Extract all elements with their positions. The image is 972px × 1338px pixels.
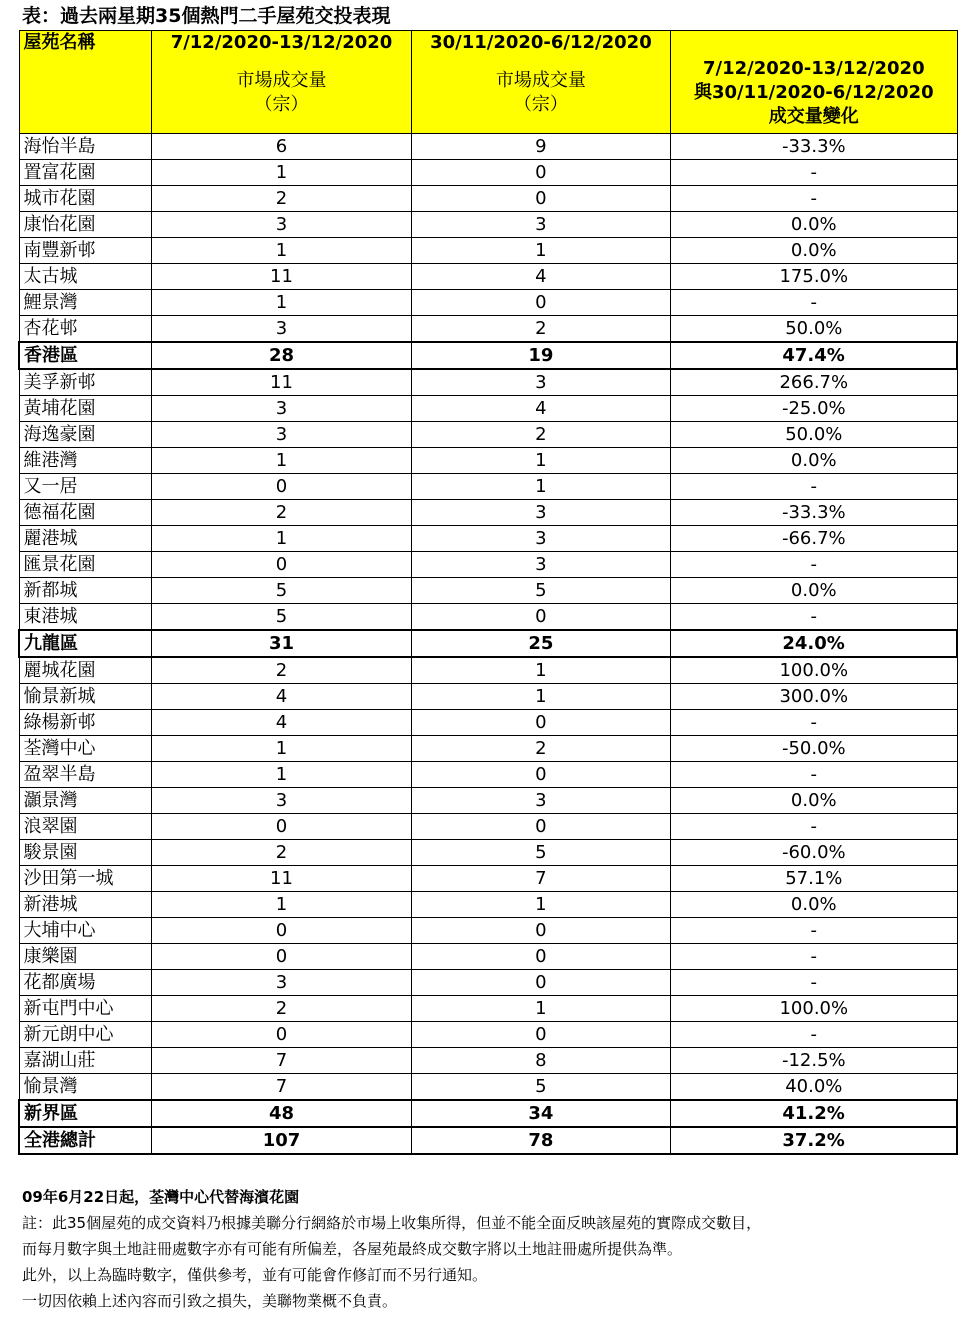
cell-volume-change: 100.0%	[671, 657, 957, 684]
cell-current-volume: 11	[152, 866, 411, 892]
cell-previous-volume: 3	[411, 500, 670, 526]
cell-previous-volume: 0	[411, 604, 670, 631]
cell-current-volume: 7	[152, 1048, 411, 1074]
cell-current-volume: 3	[152, 788, 411, 814]
table-row	[19, 814, 957, 840]
cell-previous-volume: 0	[411, 160, 670, 186]
cell-volume-change: -50.0%	[671, 736, 957, 762]
cell-estate-name: 沙田第一城	[19, 866, 152, 892]
cell-current-volume: 2	[152, 186, 411, 212]
table-title: 表：過去兩星期35個熱門二手屋苑交投表現	[22, 5, 391, 27]
cell-estate-name: 麗城花園	[19, 657, 152, 684]
cell-current-volume: 4	[152, 684, 411, 710]
cell-estate-name: 花都廣場	[19, 970, 152, 996]
cell-current-volume: 1	[152, 290, 411, 316]
cell-current-volume: 1	[152, 762, 411, 788]
header-change	[671, 31, 957, 134]
table-row-subtotal	[19, 630, 957, 657]
cell-estate-name: 東港城	[19, 604, 152, 631]
cell-previous-volume: 34	[411, 1100, 670, 1127]
header-col4-line2: 與30/11/2020-6/12/2020	[693, 82, 934, 103]
table-row	[19, 866, 957, 892]
cell-estate-name: 杏花邨	[19, 316, 152, 343]
header-previous-week	[411, 31, 670, 134]
cell-estate-name: 城市花園	[19, 186, 152, 212]
table-row	[19, 474, 957, 500]
cell-previous-volume: 3	[411, 369, 670, 396]
cell-current-volume: 0	[152, 474, 411, 500]
cell-previous-volume: 3	[411, 788, 670, 814]
cell-volume-change: 47.4%	[671, 342, 957, 369]
cell-volume-change: -60.0%	[671, 840, 957, 866]
cell-estate-name: 九龍區	[19, 630, 152, 657]
cell-volume-change: 24.0%	[671, 630, 957, 657]
cell-estate-name: 南豐新邨	[19, 238, 152, 264]
cell-current-volume: 48	[152, 1100, 411, 1127]
cell-volume-change: -66.7%	[671, 526, 957, 552]
cell-current-volume: 0	[152, 944, 411, 970]
cell-current-volume: 5	[152, 578, 411, 604]
cell-previous-volume: 2	[411, 422, 670, 448]
cell-estate-name: 康怡花園	[19, 212, 152, 238]
cell-estate-name: 浪翠園	[19, 814, 152, 840]
header-col2-unit: （宗）	[254, 94, 309, 115]
table-row	[19, 578, 957, 604]
cell-previous-volume: 1	[411, 996, 670, 1022]
header-col3-unit: （宗）	[513, 94, 568, 115]
cell-previous-volume: 3	[411, 526, 670, 552]
cell-estate-name: 新元朗中心	[19, 1022, 152, 1048]
table-row	[19, 134, 957, 160]
cell-estate-name: 黃埔花園	[19, 396, 152, 422]
table-row	[19, 944, 957, 970]
cell-previous-volume: 1	[411, 238, 670, 264]
table-row	[19, 996, 957, 1022]
note-line-2: 而每月數字與土地註冊處數字亦有可能有所偏差，各屋苑最終成交數字將以土地註冊處所提供為準。	[22, 1240, 683, 1258]
cell-previous-volume: 0	[411, 710, 670, 736]
cell-previous-volume: 8	[411, 1048, 670, 1074]
cell-volume-change: -	[671, 604, 957, 631]
cell-estate-name: 海怡半島	[19, 134, 152, 160]
table-row-subtotal	[19, 342, 957, 369]
table-row	[19, 762, 957, 788]
cell-estate-name: 美孚新邨	[19, 369, 152, 396]
cell-previous-volume: 5	[411, 578, 670, 604]
cell-previous-volume: 0	[411, 290, 670, 316]
cell-current-volume: 2	[152, 840, 411, 866]
cell-previous-volume: 2	[411, 316, 670, 343]
cell-estate-name: 德福花園	[19, 500, 152, 526]
cell-estate-name: 置富花園	[19, 160, 152, 186]
note-line-3: 此外，以上為臨時數字，僅供參考，並有可能會作修訂而不另行通知。	[22, 1266, 488, 1284]
cell-current-volume: 1	[152, 160, 411, 186]
cell-previous-volume: 4	[411, 396, 670, 422]
table-row	[19, 526, 957, 552]
cell-current-volume: 0	[152, 814, 411, 840]
cell-volume-change: 37.2%	[671, 1127, 957, 1154]
cell-volume-change: -	[671, 552, 957, 578]
cell-estate-name: 維港灣	[19, 448, 152, 474]
cell-current-volume: 2	[152, 500, 411, 526]
cell-previous-volume: 2	[411, 736, 670, 762]
transaction-table	[18, 30, 958, 1155]
cell-estate-name: 麗港城	[19, 526, 152, 552]
cell-volume-change: 0.0%	[671, 788, 957, 814]
cell-previous-volume: 3	[411, 212, 670, 238]
cell-current-volume: 3	[152, 316, 411, 343]
table-row	[19, 1048, 957, 1074]
cell-current-volume: 11	[152, 264, 411, 290]
cell-estate-name: 全港總計	[19, 1127, 152, 1154]
cell-previous-volume: 19	[411, 342, 670, 369]
header-col4-line1: 7/12/2020-13/12/2020	[702, 58, 925, 79]
cell-estate-name: 荃灣中心	[19, 736, 152, 762]
cell-volume-change: 0.0%	[671, 448, 957, 474]
cell-previous-volume: 0	[411, 1022, 670, 1048]
cell-estate-name: 新港城	[19, 892, 152, 918]
table-row	[19, 186, 957, 212]
header-col4-line3: 成交量變化	[768, 106, 859, 127]
cell-estate-name: 駿景園	[19, 840, 152, 866]
cell-previous-volume: 1	[411, 892, 670, 918]
header-col2-label: 市場成交量	[236, 70, 327, 91]
cell-volume-change: -	[671, 474, 957, 500]
cell-current-volume: 0	[152, 1022, 411, 1048]
table-row	[19, 422, 957, 448]
cell-volume-change: -	[671, 160, 957, 186]
cell-estate-name: 嘉湖山莊	[19, 1048, 152, 1074]
cell-current-volume: 107	[152, 1127, 411, 1154]
header-estate-name	[19, 31, 152, 134]
cell-volume-change: -	[671, 1022, 957, 1048]
cell-current-volume: 3	[152, 212, 411, 238]
table-row	[19, 840, 957, 866]
cell-previous-volume: 1	[411, 684, 670, 710]
table-row	[19, 1074, 957, 1101]
cell-volume-change: 50.0%	[671, 316, 957, 343]
cell-current-volume: 3	[152, 970, 411, 996]
cell-volume-change: 175.0%	[671, 264, 957, 290]
cell-previous-volume: 9	[411, 134, 670, 160]
cell-current-volume: 1	[152, 892, 411, 918]
cell-volume-change: 0.0%	[671, 212, 957, 238]
cell-current-volume: 31	[152, 630, 411, 657]
table-row	[19, 604, 957, 631]
cell-volume-change: 0.0%	[671, 238, 957, 264]
table-row	[19, 657, 957, 684]
table-row	[19, 892, 957, 918]
cell-previous-volume: 0	[411, 944, 670, 970]
table-row	[19, 316, 957, 343]
cell-estate-name: 灝景灣	[19, 788, 152, 814]
cell-current-volume: 1	[152, 448, 411, 474]
cell-volume-change: 300.0%	[671, 684, 957, 710]
cell-volume-change: -25.0%	[671, 396, 957, 422]
cell-previous-volume: 4	[411, 264, 670, 290]
cell-volume-change: -33.3%	[671, 134, 957, 160]
cell-previous-volume: 3	[411, 552, 670, 578]
cell-estate-name: 匯景花園	[19, 552, 152, 578]
cell-volume-change: 0.0%	[671, 578, 957, 604]
cell-current-volume: 3	[152, 396, 411, 422]
cell-previous-volume: 0	[411, 814, 670, 840]
note-line-1: 註：此35個屋苑的成交資料乃根據美聯分行網絡於市場上收集所得，但並不能全面反映該屋苑的實際成交數目，	[22, 1214, 762, 1232]
cell-current-volume: 0	[152, 918, 411, 944]
cell-current-volume: 28	[152, 342, 411, 369]
table-row	[19, 552, 957, 578]
table-row	[19, 710, 957, 736]
cell-volume-change: -	[671, 944, 957, 970]
cell-previous-volume: 1	[411, 657, 670, 684]
cell-previous-volume: 78	[411, 1127, 670, 1154]
table-row-subtotal	[19, 1100, 957, 1127]
cell-current-volume: 1	[152, 736, 411, 762]
cell-estate-name: 新屯門中心	[19, 996, 152, 1022]
note-line-4: 一切因依賴上述內容而引致之損失，美聯物業概不負責。	[22, 1292, 398, 1310]
cell-estate-name: 海逸豪園	[19, 422, 152, 448]
table-row	[19, 788, 957, 814]
table-row	[19, 684, 957, 710]
table-header	[19, 31, 957, 134]
cell-current-volume: 11	[152, 369, 411, 396]
cell-current-volume: 1	[152, 526, 411, 552]
cell-volume-change: -	[671, 710, 957, 736]
cell-volume-change: -12.5%	[671, 1048, 957, 1074]
cell-estate-name: 愉景新城	[19, 684, 152, 710]
cell-previous-volume: 1	[411, 448, 670, 474]
cell-previous-volume: 25	[411, 630, 670, 657]
cell-previous-volume: 5	[411, 1074, 670, 1101]
cell-volume-change: -	[671, 186, 957, 212]
table-row	[19, 290, 957, 316]
cell-current-volume: 5	[152, 604, 411, 631]
cell-estate-name: 大埔中心	[19, 918, 152, 944]
header-current-week	[152, 31, 411, 134]
table-row	[19, 970, 957, 996]
cell-volume-change: 57.1%	[671, 866, 957, 892]
cell-previous-volume: 1	[411, 474, 670, 500]
cell-volume-change: -	[671, 814, 957, 840]
header-col3-label: 市場成交量	[495, 70, 586, 91]
table-row	[19, 918, 957, 944]
cell-previous-volume: 5	[411, 840, 670, 866]
table-row	[19, 238, 957, 264]
cell-estate-name: 太古城	[19, 264, 152, 290]
cell-previous-volume: 0	[411, 970, 670, 996]
cell-volume-change: -	[671, 290, 957, 316]
cell-volume-change: -	[671, 970, 957, 996]
cell-estate-name: 綠楊新邨	[19, 710, 152, 736]
header-col2-period: 7/12/2020-13/12/2020	[170, 32, 393, 53]
cell-estate-name: 鯉景灣	[19, 290, 152, 316]
header-col1-label: 屋苑名稱	[23, 32, 96, 53]
cell-estate-name: 新界區	[19, 1100, 152, 1127]
cell-current-volume: 7	[152, 1074, 411, 1101]
cell-current-volume: 2	[152, 996, 411, 1022]
footnotes	[22, 1184, 761, 1314]
table-row	[19, 1022, 957, 1048]
cell-volume-change: 41.2%	[671, 1100, 957, 1127]
cell-volume-change: 40.0%	[671, 1074, 957, 1101]
table-row	[19, 160, 957, 186]
cell-current-volume: 0	[152, 552, 411, 578]
note-replacement: 09年6月22日起，荃灣中心代替海濱花園	[22, 1188, 300, 1206]
cell-previous-volume: 0	[411, 186, 670, 212]
table-row	[19, 500, 957, 526]
cell-volume-change: 100.0%	[671, 996, 957, 1022]
table-row	[19, 736, 957, 762]
table-row	[19, 448, 957, 474]
cell-volume-change: 0.0%	[671, 892, 957, 918]
table-row	[19, 396, 957, 422]
cell-estate-name: 康樂園	[19, 944, 152, 970]
cell-current-volume: 1	[152, 238, 411, 264]
header-col3-period: 30/11/2020-6/12/2020	[430, 32, 652, 53]
table-row-subtotal	[19, 1127, 957, 1154]
cell-volume-change: -	[671, 918, 957, 944]
cell-current-volume: 3	[152, 422, 411, 448]
cell-previous-volume: 0	[411, 762, 670, 788]
cell-volume-change: 266.7%	[671, 369, 957, 396]
cell-estate-name: 又一居	[19, 474, 152, 500]
cell-current-volume: 6	[152, 134, 411, 160]
cell-estate-name: 新都城	[19, 578, 152, 604]
cell-estate-name: 盈翠半島	[19, 762, 152, 788]
cell-volume-change: -	[671, 762, 957, 788]
cell-previous-volume: 7	[411, 866, 670, 892]
table-row	[19, 369, 957, 396]
cell-previous-volume: 0	[411, 918, 670, 944]
cell-estate-name: 香港區	[19, 342, 152, 369]
cell-current-volume: 4	[152, 710, 411, 736]
cell-current-volume: 2	[152, 657, 411, 684]
cell-estate-name: 愉景灣	[19, 1074, 152, 1101]
cell-volume-change: -33.3%	[671, 500, 957, 526]
table-row	[19, 212, 957, 238]
table-row	[19, 264, 957, 290]
cell-volume-change: 50.0%	[671, 422, 957, 448]
